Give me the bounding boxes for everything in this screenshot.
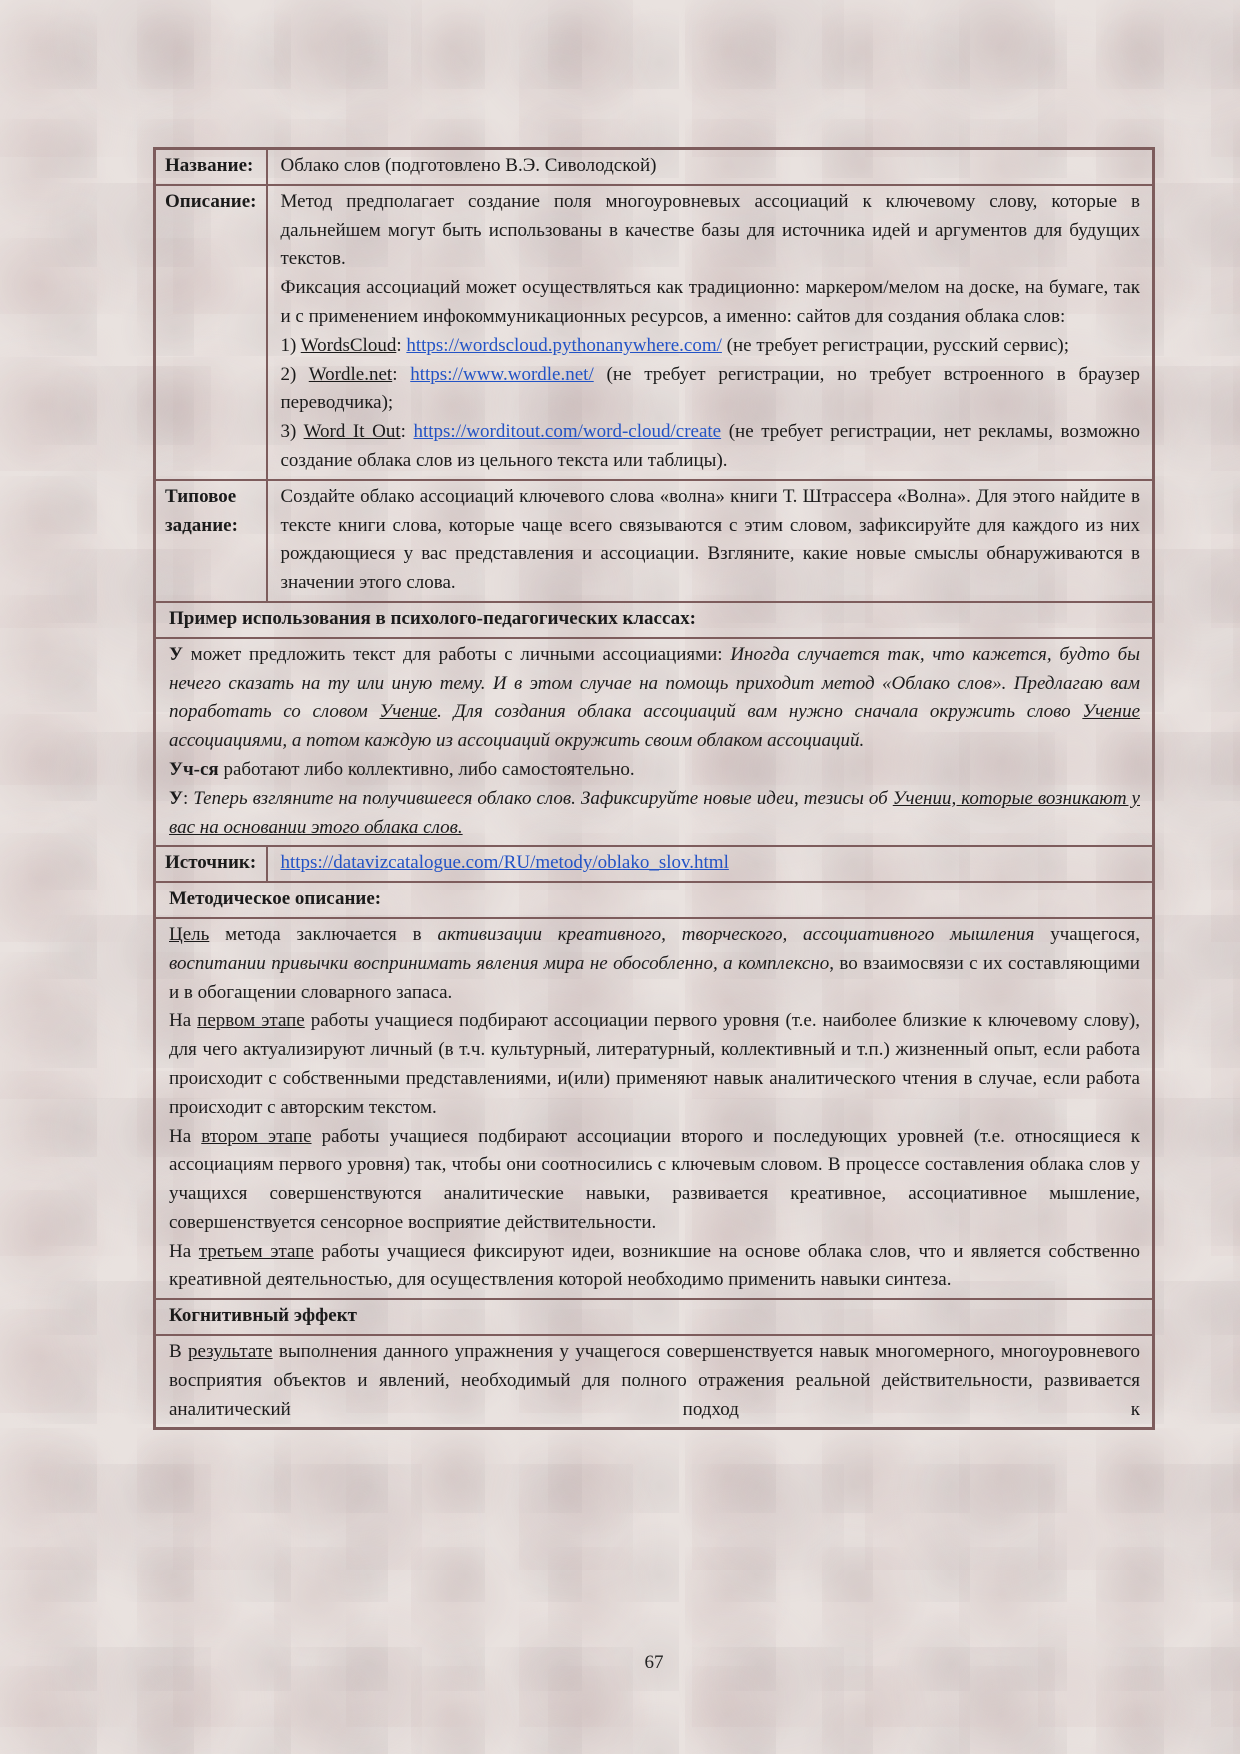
row-label-task: Типовое задание: <box>155 480 267 602</box>
text-run: результате <box>188 1341 273 1363</box>
text-run: WordsCloud <box>300 334 397 356</box>
text-run: 1) <box>280 334 301 356</box>
example-section-header: Пример использования в психолого-педагогических классах: <box>155 602 1154 638</box>
cognitive-paragraph <box>169 1338 1140 1424</box>
source-cell <box>267 846 1154 882</box>
text-run: работы учащиеся подбирают ассоциации первого уровня (т.е. наиболее близкие к ключевому слову), для чего актуализируют личный (в т.ч. культурный, литературный, коллективный и т.п.) жизненный опыт, если работа происходит с собственными представлениями, и(или) применяют навык аналитического чтения в случае, если работа происходит с авторским текстом. <box>169 1010 1141 1118</box>
table-row-name <box>155 149 1154 185</box>
text-run: : <box>396 334 407 356</box>
text-run: (не требует регистрации, нет рекламы, возможно создание облака слов из цельного текста или таблицы). <box>280 421 1140 471</box>
text-run: первом этапе <box>197 1010 305 1032</box>
text-run: 2) <box>280 363 309 385</box>
table-row-description <box>155 185 1154 480</box>
text-run: Учении, которые возникают у вас на основании этого облака слов. <box>169 787 1140 838</box>
method-cell <box>155 918 1154 1299</box>
hyperlink[interactable]: https://wordscloud.pythonanywhere.com/ <box>406 334 722 356</box>
text-run: Учение <box>1082 701 1140 723</box>
text-run: Word It Out <box>303 421 401 443</box>
text-run: воспитании привычки воспринимать явления мира не обособленно, а комплексно <box>169 952 830 974</box>
text-run: : <box>400 421 414 443</box>
text-run: активизации креативного, творческого, ассоциативного мышления <box>437 923 1035 945</box>
text-run: (не требует регистрации, русский сервис); <box>721 334 1070 356</box>
source-hyperlink[interactable]: https://datavizcatalogue.com/RU/metody/oblako_slov.html <box>280 852 729 874</box>
cognitive-section-header: Когнитивный эффект <box>155 1299 1154 1335</box>
task-cell <box>267 480 1154 602</box>
text-run: Фиксация ассоциаций может осуществляться как традиционно: маркером/мелом на доске, на бумаге, так и с применением инфокоммуникационных ресурсов, а именно: сайтов для создания облака слов: <box>280 277 1140 327</box>
text-run: На <box>169 1010 198 1032</box>
text-run: (не требует регистрации, но требует встроенного в браузер переводчика); <box>280 363 1141 414</box>
text-run: работают либо коллективно, либо самостоятельно. <box>218 758 635 780</box>
example-paragraph <box>169 641 1140 756</box>
example-paragraph <box>169 756 1140 785</box>
hyperlink[interactable]: https://worditout.com/word-cloud/create <box>413 421 722 443</box>
text-run: Цель <box>169 923 210 945</box>
text-run: Учение <box>379 701 438 723</box>
description-paragraph <box>281 188 1141 274</box>
text-run: : <box>182 787 194 809</box>
description-list-item <box>281 332 1141 361</box>
text-run: Wordle.net <box>308 363 393 385</box>
description-list-item <box>281 361 1141 419</box>
method-description-table <box>153 147 1155 1430</box>
text-run: У <box>169 787 183 809</box>
text-run: Теперь взгляните на получившееся облако слов. Зафиксируйте новые идеи, тезисы об <box>193 787 893 809</box>
example-cell <box>155 638 1154 847</box>
cognitive-cell <box>155 1335 1154 1429</box>
text-run: может предложить текст для работы с личными ассоциациями: <box>182 643 731 665</box>
table-row-example-header <box>155 602 1154 638</box>
text-run: Уч-ся <box>169 758 219 780</box>
row-label-source: Источник: <box>155 846 267 882</box>
text-run: : <box>392 363 411 385</box>
text-run: У <box>169 643 183 665</box>
example-paragraph <box>169 785 1140 843</box>
table-row-method <box>155 918 1154 1299</box>
text-run: втором этапе <box>201 1125 312 1147</box>
text-run: 3) <box>280 421 304 443</box>
task-paragraph: Создайте облако ассоциаций ключевого слова «волна» книги Т. Штрассера «Волна». Для этого найдите в тексте книги слова, которые чаще всего связываются с этим словом, зафиксируйте для каждого из них рождающиеся у вас представления и ассоциации. Взгляните, какие новые смыслы обнаруживаются в значении этого слова. <box>280 485 1140 594</box>
method-paragraph <box>169 1123 1140 1238</box>
text-run: работы учащиеся подбирают ассоциации второго и последующих уровней (т.е. относящиеся к ассоциациям первого уровня) так, чтобы они соотносились с ключевым словом. В процессе составления облака слов у учащихся совершенствуются аналитические навыки, развивается креативное, ассоциативное мышление, совершенствуется сенсорное восприятие действительности. <box>169 1125 1140 1233</box>
description-list-item <box>281 418 1141 476</box>
hyperlink[interactable]: https://www.wordle.net/ <box>410 363 594 385</box>
row-label-name: Название: <box>155 149 267 185</box>
text-run: ассоциациями, а потом каждую из ассоциаций окружить своим облаком ассоциаций. <box>169 730 865 752</box>
text-run: На <box>169 1125 202 1147</box>
text-run: работы учащиеся фиксируют идеи, возникшие на основе облака слов, что и является собственно креативной деятельностью, для осуществления которой необходимо применить навыки синтеза. <box>169 1240 1140 1291</box>
table-row-source <box>155 846 1154 882</box>
name-value: Облако слов (подготовлено В.Э. Сиволодской) <box>267 149 1154 185</box>
page-number: 67 <box>644 1652 664 1673</box>
row-label-description: Описание: <box>155 185 267 480</box>
method-paragraph <box>169 1007 1140 1122</box>
table-row-task <box>155 480 1154 602</box>
description-cell <box>267 185 1154 480</box>
table-row-cognitive <box>155 1335 1154 1429</box>
table-row-example <box>155 638 1154 847</box>
text-run: выполнения данного упражнения у учащегося совершенствуется навык многомерного, многоуровневого восприятия объектов и явлений, необходимый для полного отражения реальной действительности, развивается аналитический подход к <box>169 1341 1140 1420</box>
text-run: третьем этапе <box>198 1240 314 1262</box>
method-paragraph <box>169 921 1140 1007</box>
table-row-cognitive-header <box>155 1299 1154 1335</box>
text-run: метода заключается в <box>209 923 438 945</box>
text-run: Иногда случается так, что кажется, будто бы нечего сказать на ту или иную тему. И в этом случае на помощь приходит метод «Облако слов». Предлагаю вам поработать со словом <box>169 643 1141 723</box>
text-run: На <box>169 1240 199 1262</box>
text-run: В <box>169 1341 189 1363</box>
method-section-header: Методическое описание: <box>155 882 1154 918</box>
description-paragraph <box>281 274 1141 332</box>
method-paragraph <box>169 1238 1140 1296</box>
text-run: , во взаимосвязи с их составляющими и в обогащении словарного запаса. <box>169 952 1140 1003</box>
text-run: Метод предполагает создание поля многоуровневых ассоциаций к ключевому слову, которые в дальнейшем могут быть использованы в качестве базы для источника идей и аргументов для будущих текстов. <box>280 190 1140 270</box>
table-row-method-header <box>155 882 1154 918</box>
text-run: . Для создания облака ассоциаций вам нужно сначала окружить слово <box>437 701 1083 723</box>
text-run: учащегося, <box>1034 923 1140 945</box>
